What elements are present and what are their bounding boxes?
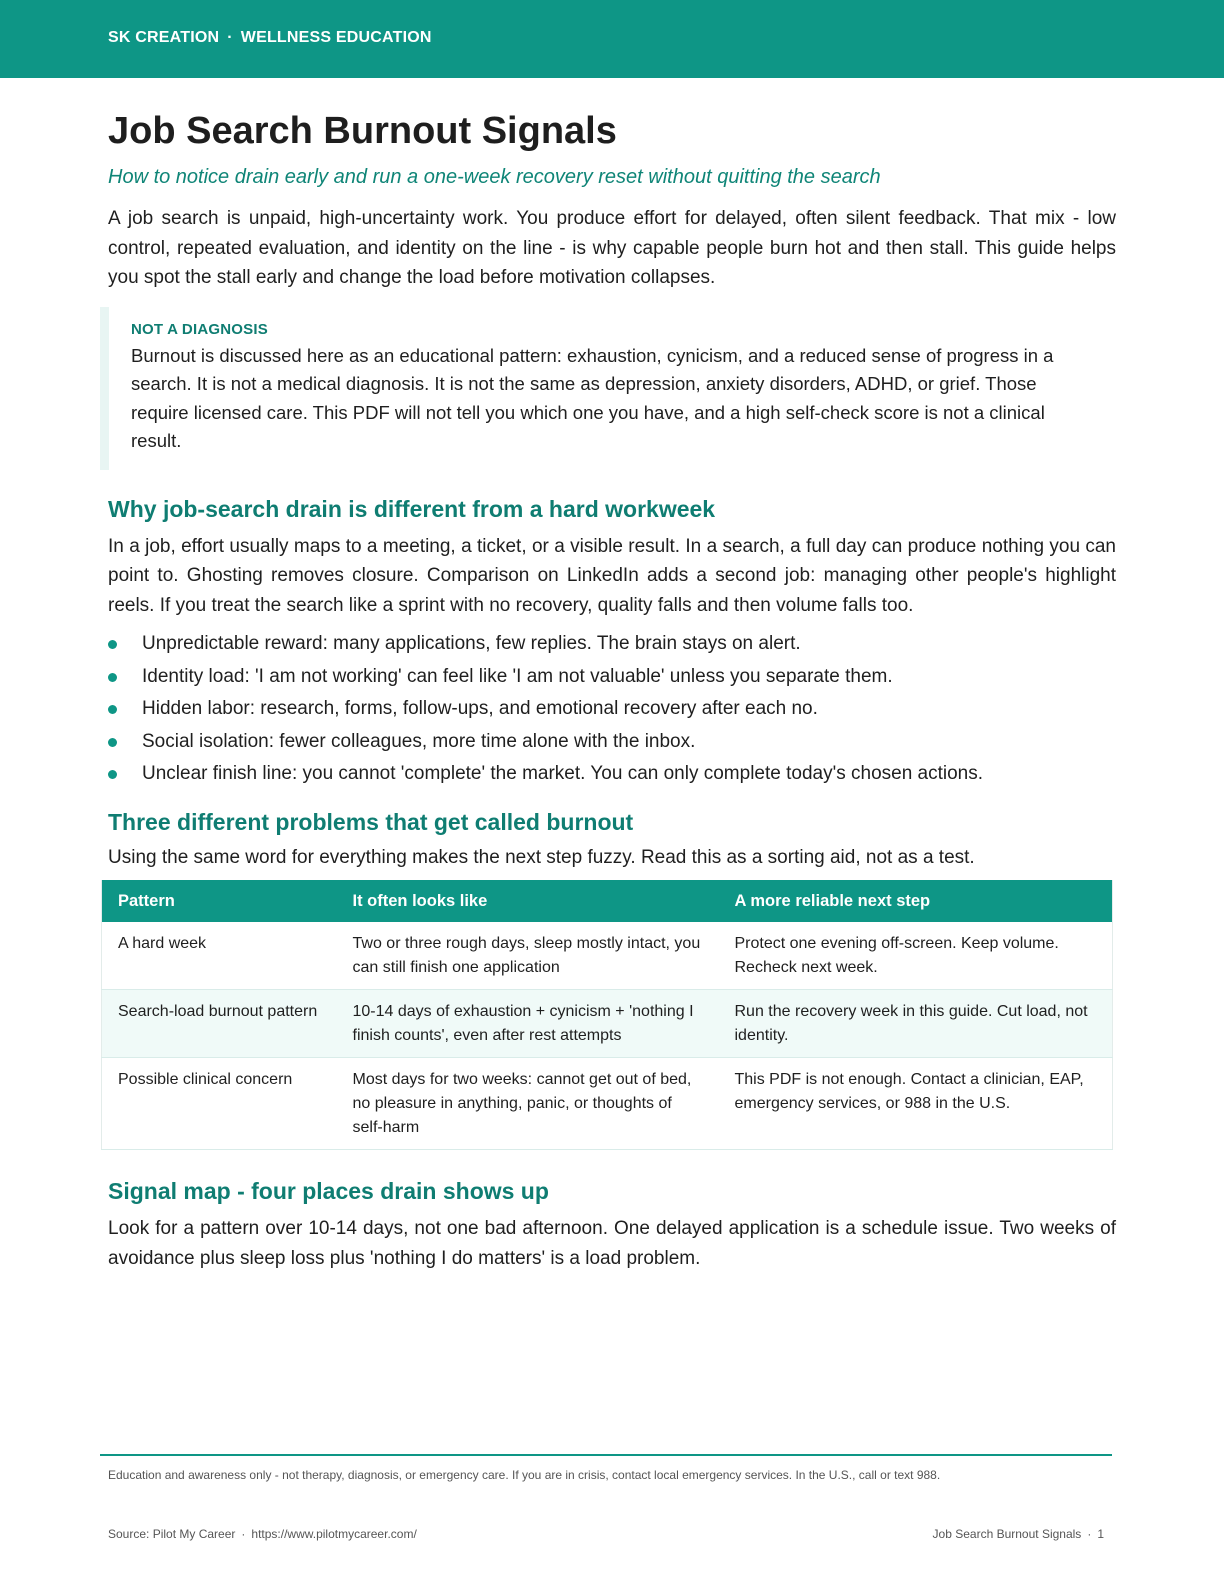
- header-section: WELLNESS EDUCATION: [240, 29, 432, 46]
- footer-divider: [100, 1454, 1112, 1456]
- table-cell: Protect one evening off-screen. Keep volume. Recheck next week.: [719, 922, 1113, 990]
- section-heading-three-problems: Three different problems that get called burnout: [108, 808, 634, 835]
- bullet-text: Social isolation: fewer colleagues, more time alone with the inbox.: [142, 730, 696, 752]
- section-why-paragraph: In a job, effort usually maps to a meeting, a ticket, or a visible result. In a search, a full day can produce nothing you can point to. Ghosting removes closure. Comparison on LinkedIn adds a second job: managing other people's highlight reels. If you treat the search like a sprint with no recovery, quality falls and then volume falls too.: [108, 535, 1116, 616]
- section-heading-signal-map: Signal map - four places drain shows up: [108, 1178, 549, 1205]
- table-cell: This PDF is not enough. Contact a clinician, EAP, emergency services, or 988 in the U.S.: [719, 1058, 1113, 1150]
- bullet-dot-icon: [108, 738, 117, 747]
- list-item: [108, 628, 1116, 661]
- header-brand: [108, 29, 432, 47]
- footer-disclaimer: Education and awareness only - not therapy, diagnosis, or emergency care. If you are in crisis, contact local emergency services. In the U.S., call or text 988.: [108, 1468, 941, 1482]
- pattern-table: [101, 880, 1113, 1150]
- footer-source: [108, 1527, 417, 1541]
- table-header-row: [102, 880, 1113, 922]
- bullet-text: Unpredictable reward: many applications, few replies. The brain stays on alert.: [142, 633, 801, 654]
- header-separator: ·: [227, 29, 233, 46]
- callout-label: NOT A DIAGNOSIS: [131, 320, 268, 338]
- disclaimer-callout: [100, 307, 1108, 470]
- list-item: [108, 693, 1116, 726]
- table-cell: Most days for two weeks: cannot get out of bed, no pleasure in anything, panic, or thoughts of self-harm: [337, 1058, 719, 1150]
- bullet-list: [108, 628, 1116, 791]
- table-cell: 10-14 days of exhaustion + cynicism + 'nothing I finish counts', even after rest attempts: [337, 990, 719, 1058]
- table-cell: Two or three rough days, sleep mostly intact, you can still finish one application: [337, 922, 719, 990]
- page-title: Job Search Burnout Signals: [108, 110, 617, 152]
- table-header-next-step: A more reliable next step: [719, 880, 1113, 922]
- bullet-dot-icon: [108, 640, 117, 649]
- page-subtitle: How to notice drain early and run a one-week recovery reset without quitting the search: [108, 166, 881, 188]
- table-header-pattern: Pattern: [102, 880, 337, 922]
- footer-source-label: Source: Pilot My Career: [108, 1527, 236, 1541]
- bullet-text: Identity load: 'I am not working' can feel like 'I am not valuable' unless you separate them.: [142, 665, 893, 687]
- table-cell: A hard week: [102, 922, 337, 990]
- section-signal-map-paragraph: Look for a pattern over 10-14 days, not one bad afternoon. One delayed application is a schedule issue. Two weeks of avoidance plus sleep loss plus 'nothing I do matters' is a load problem.: [108, 1218, 1116, 1269]
- header-bar: [0, 0, 1224, 78]
- table-cell: Possible clinical concern: [102, 1058, 337, 1150]
- section-heading-why: Why job-search drain is different from a hard workweek: [108, 495, 716, 522]
- table-row: [102, 1058, 1113, 1150]
- bullet-text: Unclear finish line: you cannot 'complete' the market. You can only complete today's chosen actions.: [142, 763, 984, 785]
- list-item: [108, 758, 1116, 791]
- bullet-text: Hidden labor: research, forms, follow-ups, and emotional recovery after each no.: [142, 698, 818, 720]
- footer-page-info: [933, 1527, 1104, 1541]
- table-cell: Search-load burnout pattern: [102, 990, 337, 1058]
- footer-source-link[interactable]: https://www.pilotmycareer.com/: [251, 1527, 417, 1541]
- callout-text: Burnout is discussed here as an educational pattern: exhaustion, cynicism, and a reduced sense of progress in a search. It is not a medical diagnosis. It is not the same as depression, anxiety disorders, ADHD, or grief. Those require licensed care. This PDF will not tell you which one you have, and a high self-check score is not a clinical result.: [131, 344, 1054, 451]
- footer-separator: ·: [241, 1527, 246, 1541]
- brand-name: SK CREATION: [108, 29, 220, 46]
- list-item: [108, 726, 1116, 759]
- bullet-dot-icon: [108, 705, 117, 714]
- intro-paragraph: A job search is unpaid, high-uncertainty work. You produce effort for delayed, often silent feedback. That mix - low control, repeated evaluation, and identity on the line - is why capable people burn hot and then stall. This guide helps you spot the stall early and change the load before motivation collapses.: [108, 208, 1116, 288]
- bullet-dot-icon: [108, 673, 117, 682]
- list-item: [108, 661, 1116, 694]
- table-row: [102, 922, 1113, 990]
- table-row: [102, 990, 1113, 1058]
- footer-doc-title: Job Search Burnout Signals: [932, 1527, 1082, 1541]
- bullet-dot-icon: [108, 770, 117, 779]
- document-body: [108, 108, 1116, 1273]
- footer-separator: ·: [1087, 1527, 1092, 1541]
- section-three-problems-paragraph: Using the same word for everything makes the next step fuzzy. Read this as a sorting aid, not as a test.: [108, 846, 975, 868]
- page-number: 1: [1097, 1527, 1104, 1541]
- table-header-looks-like: It often looks like: [337, 880, 719, 922]
- table-cell: Run the recovery week in this guide. Cut load, not identity.: [719, 990, 1113, 1058]
